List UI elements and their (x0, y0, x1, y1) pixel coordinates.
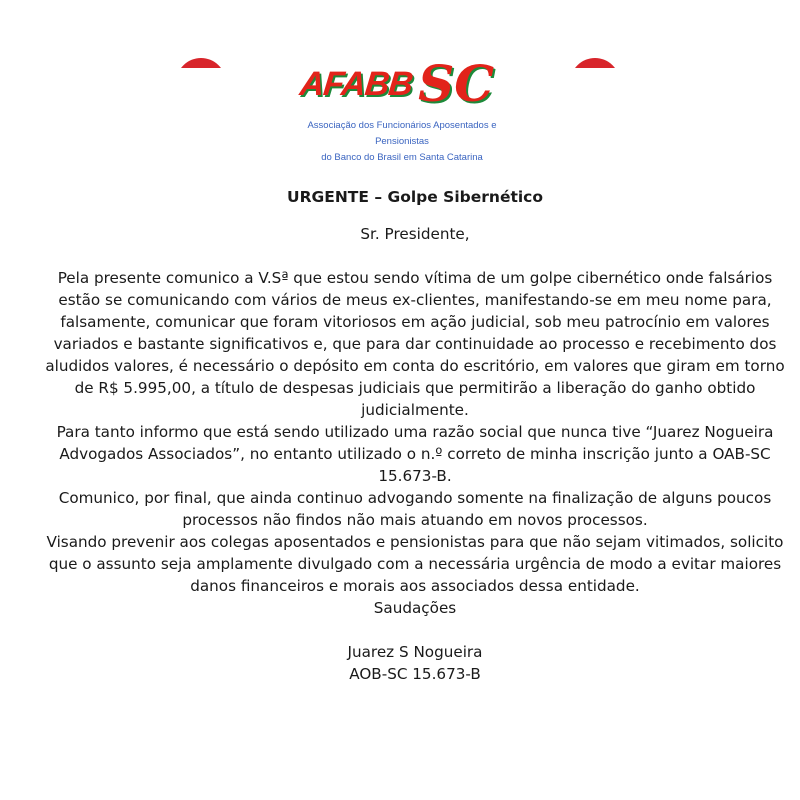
header-decoration (0, 0, 800, 68)
red-arc-right (570, 58, 620, 68)
letter-closing: Saudações (373, 599, 457, 617)
letter-body (40, 186, 790, 685)
letter-paragraph-2: Para tanto informo que está sendo utilizado uma razão social que nunca tive “Juarez Nogueira Advogados Associados”, no entanto utilizado o n.º correto de minha inscrição junto a OAB-SC 15.673-B. (56, 423, 774, 485)
red-arc-left (176, 58, 226, 68)
logo-association-name (292, 118, 512, 166)
logo-wordmark (298, 54, 510, 113)
letter-paragraph-3: Comunico, por final, que ainda continuo advogando somente na finalização de alguns poucos processos não findos não mais atuando em novos processos. (58, 489, 772, 529)
letter-paragraph-1: Pela presente comunico a V.Sª que estou sendo vítima de um golpe cibernético onde falsários estão se comunicando com vários de meus ex-clientes, manifestando-se em meu nome para, falsamente, comunicar que foram vitoriosos em ação judicial, sob meu patrocínio em valores variados e bastante significativos e, que para dar continuidade ao processo e recebimento dos aludidos valores, é necessário o depósito em conta do escritório, em valores que giram em torno de R$ 5.995,00, a título de despesas judiciais que permitirão a liberação do ganho obtido judicialmente. (45, 269, 785, 419)
letter-greeting: Sr. Presidente, (360, 225, 470, 243)
letter-title: URGENTE – Golpe Sibernético (286, 188, 544, 206)
afabb-logo (298, 54, 510, 166)
logo-brand-state: SC (418, 54, 495, 113)
signature-registration: AOB-SC 15.673-B (349, 665, 481, 683)
spacer (40, 619, 790, 641)
letter-paragraph-4: Visando prevenir aos colegas aposentados e pensionistas para que não sejam vitimados, solicito que o assunto seja amplamente divulgado com a necessária urgência de modo a evitar maiores danos financeiros e morais aos associados dessa entidade. (46, 533, 784, 595)
association-line-1: Associação dos Funcionários Aposentados e Pensionistas (307, 120, 497, 147)
association-line-2: do Banco do Brasil em Santa Catarina (321, 152, 483, 163)
logo-brand-main: AFABB (298, 65, 415, 103)
signature-name: Juarez S Nogueira (347, 643, 483, 661)
